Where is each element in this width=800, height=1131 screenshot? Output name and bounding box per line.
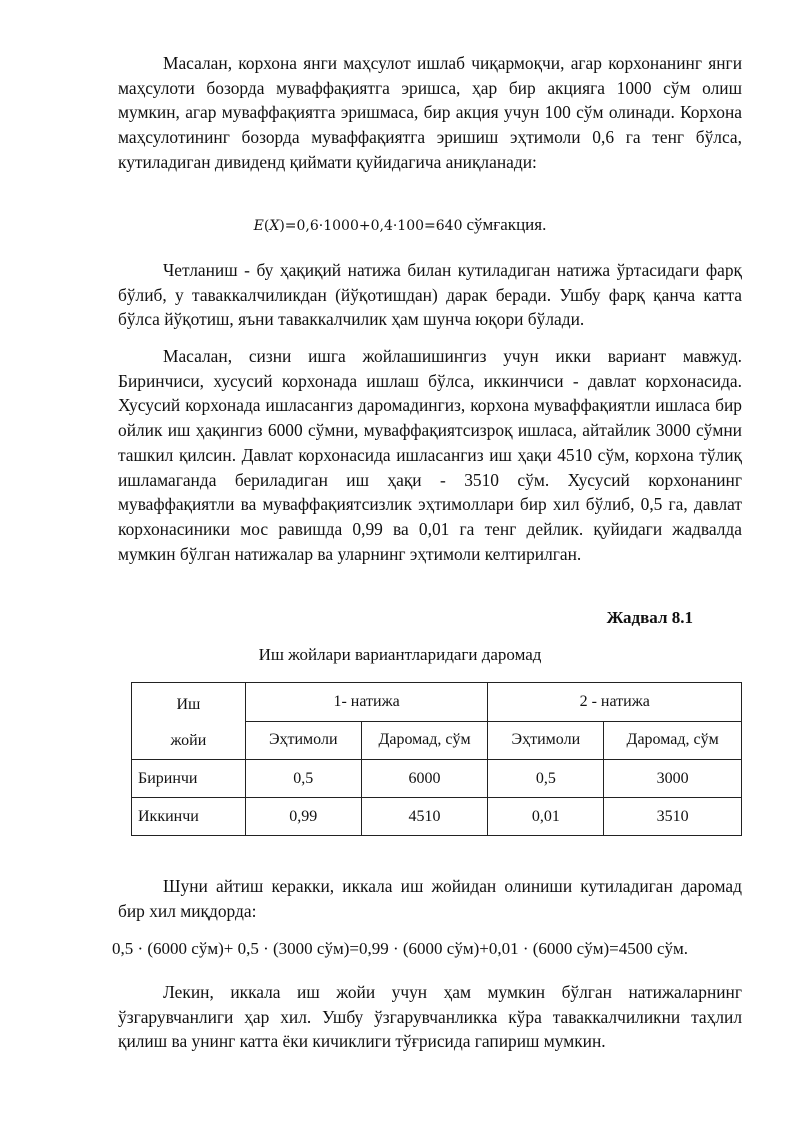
income-table <box>131 682 742 836</box>
corner-line-2: жойи <box>170 732 207 749</box>
table-cell: 4510 <box>361 798 488 836</box>
group-header-2: 2 - натижа <box>488 683 742 722</box>
paragraph-dividend-example: Масалан, корхона янги маҳсулот ишлаб чиқармоқчи, агар корхонанинг янги маҳсулоти бозорда муваффақиятга эришса, ҳар бир акцияга 1000 сўм олиш мумкин, агар муваффақиятга эришмаса, бир акция учун 100 сўм олинади. Корхона маҳсулотининг бозорда муваффақиятга эришиш эҳтимоли 0,6 га тенг бўлса, кутиладиган дивиденд қиймати қуйидагича аниқланади: <box>118 53 742 172</box>
table-cell: 0,99 <box>245 798 361 836</box>
table-cell: 0,5 <box>245 760 361 798</box>
subheader-cell: Даромад, сўм <box>361 721 488 760</box>
row-label: Биринчи <box>132 760 246 798</box>
table-cell: 3000 <box>604 760 742 798</box>
subheader-cell: Эҳтимоли <box>488 721 604 760</box>
expected-dividend-formula <box>0 215 800 235</box>
paragraph-deviation-definition: Четланиш - бу ҳақиқий натижа билан кутиладиган натижа ўртасидаги фарқ бўлиб, у таваккалчиликдан (йўқотишдан) дарак беради. Ушбу фарқ қанча катта бўлса йўқотиш, яъни таваккалчилик ҳам шунча юқори бўлади. <box>118 260 742 330</box>
group-header-1: 1- натижа <box>245 683 488 722</box>
table-cell: 6000 <box>361 760 488 798</box>
table-cell: 0,5 <box>488 760 604 798</box>
formula-rhs: =0,6·1000+0,4·100=640 <box>284 218 463 234</box>
subheader-cell: Даромад, сўм <box>604 721 742 760</box>
table-title: Иш жойлари вариантларидаги даромад <box>258 645 542 664</box>
paragraph-variability: Лекин, иккала иш жойи учун ҳам мумкин бўлган натижаларнинг ўзгарувчанлиги ҳар хил. Ушбу ўзгарувчанликка кўра таваккалчиликни таҳлил қилиш ва унинг катта ёки кичиклиги тўғрисида гапириш мумкин. <box>118 982 742 1052</box>
table-cell: 0,01 <box>488 798 604 836</box>
formula-function: E <box>253 218 264 234</box>
table-reference: Жадвал 8.1 <box>606 608 693 627</box>
table-row <box>132 798 742 836</box>
subheader-cell: Эҳтимоли <box>245 721 361 760</box>
table-corner-header <box>132 683 246 760</box>
formula-expression: E(X)=0,6·1000+0,4·100=640 <box>253 218 463 234</box>
formula-unit: сўмғакция. <box>466 215 547 234</box>
expected-income-formula: 0,5 · (6000 сўм)+ 0,5 · (3000 сўм)=0,99 · (6000 сўм)+0,01 · (6000 сўм)=4500 сўм. <box>111 939 689 958</box>
paragraph-job-example: Масалан, сизни ишга жойлашишингиз учун икки вариант мавжуд. Биринчиси, хусусий корхонада ишлаш бўлса, иккинчиси - давлат корхонасида. Хусусий корхонада ишласангиз даромадингиз, корхона муваффақиятли ишласа бир ойлик иш ҳақингиз 6000 сўмни, муваффақиятсизроқ ишласа, айтайлик 3000 сўмни ташкил қилсин. Давлат корхонасида ишласангиз иш ҳақи 4510 сўм, корхона тўлиқ ишламаганда бериладиган иш ҳақи - 3510 сўм. Хусусий корхонанинг муваффақиятли ва муваффақиятсизлик эҳтимоллари бир хил бўлиб, 0,5 га, давлат корхонасиники мос равишда 0,99 ва 0,01 га тенг дейлик. қуйидаги жадвалда мумкин бўлган натижалар ва уларнинг эҳтимоли келтирилган. <box>118 346 742 564</box>
table-header-row <box>132 683 742 722</box>
table-row <box>132 760 742 798</box>
row-label: Иккинчи <box>132 798 246 836</box>
formula-variable: X <box>269 218 280 234</box>
corner-line-1: Иш <box>176 696 201 713</box>
paragraph-expected-income: Шуни айтиш керакки, иккала иш жойидан олиниши кутиладиган даромад бир хил миқдорда: <box>118 876 742 921</box>
table-cell: 3510 <box>604 798 742 836</box>
